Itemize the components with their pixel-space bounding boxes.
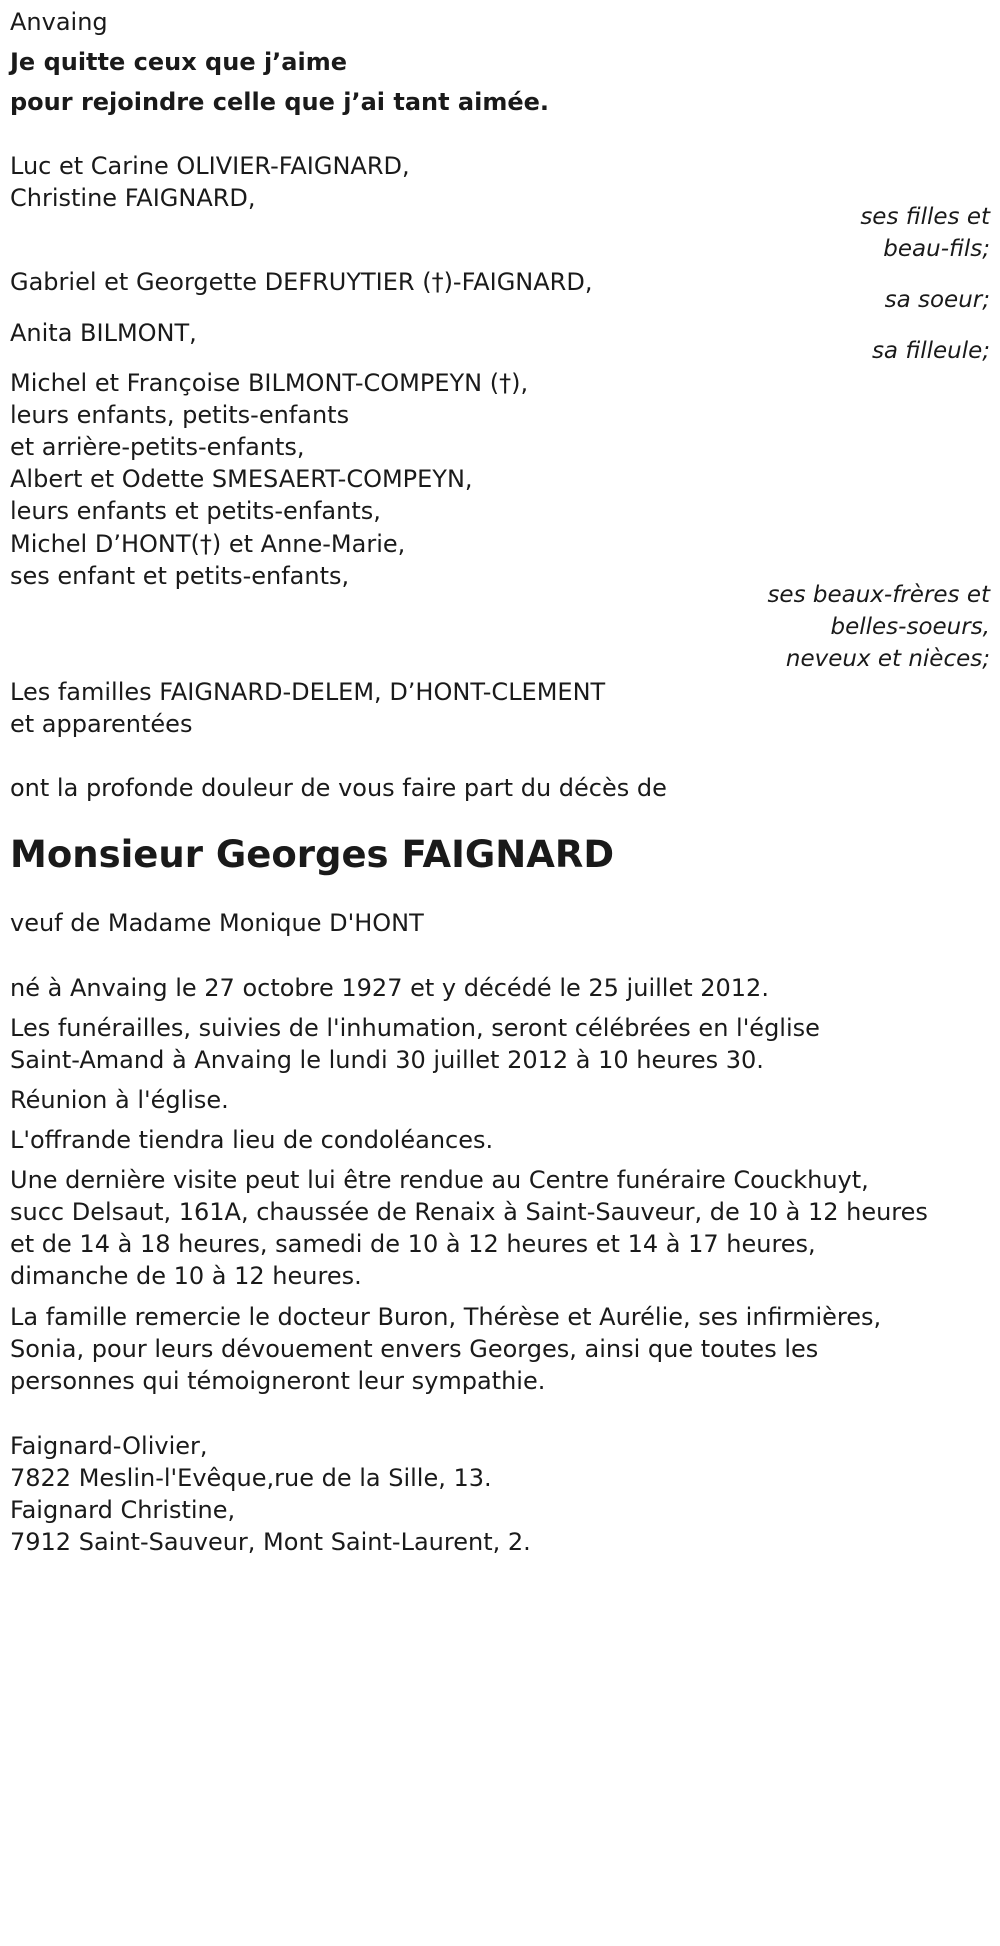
quote-line-2: pour rejoindre celle que j’ai tant aimée. [10,88,550,116]
role-goddaughter: sa filleule; [871,338,990,364]
funeral-line-2: Saint-Amand à Anvaing le lundi 30 juillet 2012 à 10 heures 30. [10,1046,764,1074]
offering: L'offrande tiendra lieu de condoléances. [10,1126,494,1154]
role-daughters-2: beau-fils; [883,236,990,262]
birth-death: né à Anvaing le 27 octobre 1927 et y décédé le 25 juillet 2012. [10,974,769,1002]
visit-line-2: succ Delsaut, 161A, chaussée de Renaix à Saint-Sauveur, de 10 à 12 heures [10,1198,928,1226]
family-inlaws-7: ses enfant et petits-enfants, [10,562,350,590]
location: Anvaing [10,8,108,36]
quote-line-1: Je quitte ceux que j’aime [10,48,348,76]
role-inlaws-2: belles-soeurs, [830,614,990,640]
reunion: Réunion à l'église. [10,1086,229,1114]
family-families-1: Les familles FAIGNARD-DELEM, D’HONT-CLEMENT [10,678,606,706]
family-inlaws-2: leurs enfants, petits-enfants [10,401,350,429]
family-families-2: et apparentées [10,710,193,738]
visit-line-1: Une dernière visite peut lui être rendue au Centre funéraire Couckhuyt, [10,1166,869,1194]
family-goddaughter: Anita BILMONT, [10,319,197,347]
funeral-line-1: Les funérailles, suivies de l'inhumation, seront célébrées en l'église [10,1014,820,1042]
address-name-2: Faignard Christine, [10,1496,236,1524]
role-daughters-1: ses filles et [860,204,990,230]
family-inlaws-3: et arrière-petits-enfants, [10,433,305,461]
address-line-2: 7912 Saint-Sauveur, Mont Saint-Laurent, 2. [10,1528,531,1556]
role-inlaws-1: ses beaux-frères et [767,582,990,608]
family-daughters-2: Christine FAIGNARD, [10,184,256,212]
family-inlaws-1: Michel et Françoise BILMONT-COMPEYN (†), [10,369,529,397]
family-inlaws-5: leurs enfants et petits-enfants, [10,497,381,525]
role-sister: sa soeur; [884,287,990,313]
thanks-line-3: personnes qui témoigneront leur sympathie. [10,1367,546,1395]
thanks-line-2: Sonia, pour leurs dévouement envers Georges, ainsi que toutes les [10,1335,819,1363]
deceased-name: Monsieur Georges FAIGNARD [10,833,615,876]
role-inlaws-3: neveux et nièces; [785,646,990,672]
address-line-1: 7822 Meslin-l'Evêque,rue de la Sille, 13. [10,1464,492,1492]
widower-of: veuf de Madame Monique D'HONT [10,909,424,937]
family-daughters-1: Luc et Carine OLIVIER-FAIGNARD, [10,152,410,180]
visit-line-4: dimanche de 10 à 12 heures. [10,1262,362,1290]
announcement-intro: ont la profonde douleur de vous faire part du décès de [10,774,667,802]
thanks-line-1: La famille remercie le docteur Buron, Thérèse et Aurélie, ses infirmières, [10,1303,882,1331]
visit-line-3: et de 14 à 18 heures, samedi de 10 à 12 heures et 14 à 17 heures, [10,1230,816,1258]
family-sister: Gabriel et Georgette DEFRUYTIER (†)-FAIGNARD, [10,268,593,296]
family-inlaws-4: Albert et Odette SMESAERT-COMPEYN, [10,465,473,493]
family-inlaws-6: Michel D’HONT(†) et Anne-Marie, [10,530,406,558]
address-name-1: Faignard-Olivier, [10,1432,208,1460]
